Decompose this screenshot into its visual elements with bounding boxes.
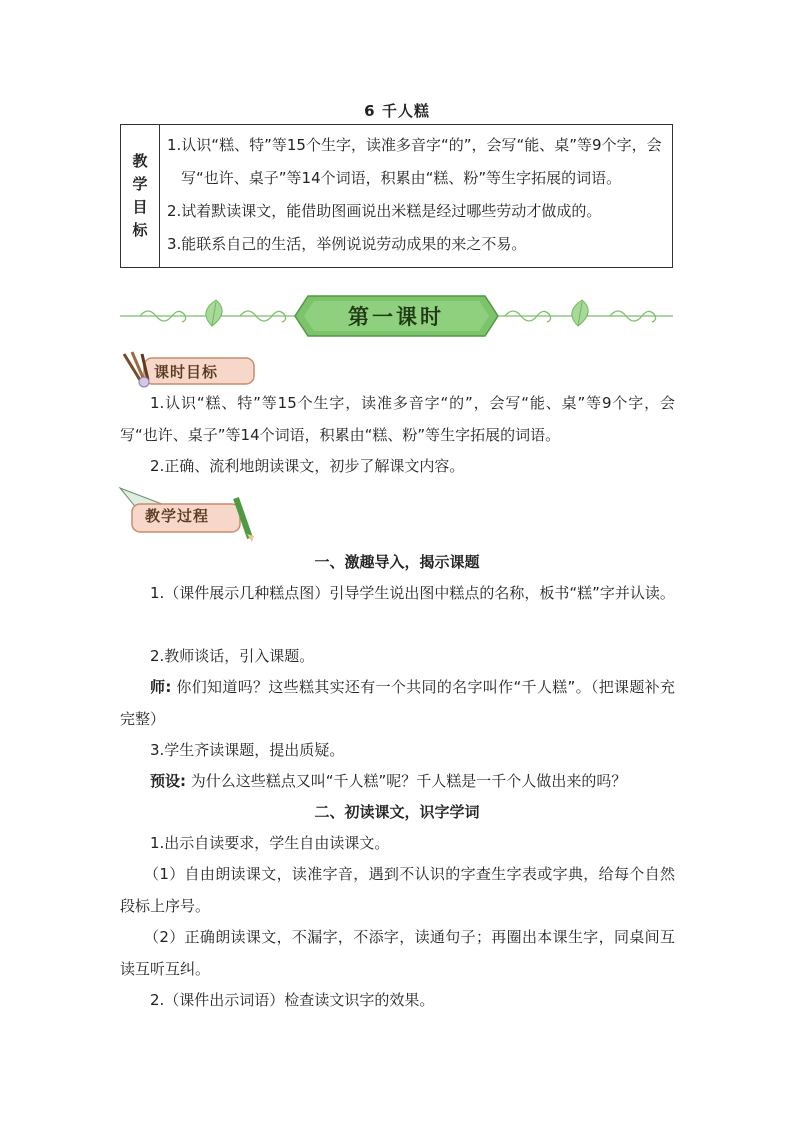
- label-char: 教: [132, 152, 148, 170]
- section-2-paragraph: 1.出示自读要求，学生自由读课文。: [150, 834, 390, 852]
- section-1-paragraph: 3.学生齐读课题，提出质疑。: [150, 741, 345, 759]
- lesson-banner: [120, 288, 673, 344]
- section-2-paragraph: 2.（课件出示词语）检查读文识字的效果。: [150, 991, 435, 1009]
- teaching-goals-body: [160, 125, 673, 268]
- section-2-heading: 二、初读课文，识字学词: [314, 803, 480, 821]
- teaching-goals-label: [121, 125, 160, 268]
- lesson-goal-2: 2.正确、流利地朗读课文，初步了解课文内容。: [150, 457, 465, 475]
- dialogue-text: 你们知道吗？这些糕其实还有一个共同的名字叫作“千人糕”。（把课题补充完整）: [120, 678, 675, 728]
- label-char: 学: [132, 175, 148, 193]
- section-1-dialogue-teacher: [120, 672, 675, 735]
- teaching-process-badge-label: 教学过程: [145, 507, 210, 525]
- brushes-icon: [124, 352, 149, 387]
- speaker-label: 预设:: [150, 772, 186, 790]
- label-char: 目: [132, 198, 148, 216]
- goal-item: 1.认识“糕、特”等15个生字，读准多音字“的”，会写“能、桌”等9个字，会写“也许、桌子”等14个词语，积累由“糕、粉”等生字拓展的词语。: [167, 136, 662, 187]
- section-1-dialogue-preset: [120, 766, 675, 798]
- section-1-paragraph: 1.（课件展示几种糕点图）引导学生说出图中糕点的名称，板书“糕”字并认读。: [150, 584, 675, 602]
- page-title: 6 千人糕: [364, 102, 430, 120]
- dialogue-text: 为什么这些糕点又叫“千人糕”呢？千人糕是一千个人做出来的吗？: [186, 772, 627, 790]
- lesson-goal-1: 1.认识“糕、特”等15个生字，读准多音字“的”，会写“能、桌”等9个字，会写“也许、桌子”等14个词语，积累由“糕、粉”等生字拓展的词语。: [120, 394, 675, 444]
- section-1-paragraph: 2.教师谈话，引入课题。: [150, 647, 315, 665]
- speaker-label: 师:: [150, 678, 172, 696]
- label-char: 标: [132, 221, 148, 239]
- section-1-heading: 一、激趣导入，揭示课题: [314, 553, 480, 571]
- section-2-paragraph: （2）正确朗读课文，不漏字，不添字，读通句子；再圈出本课生字，同桌间互读互听互纠。: [120, 928, 675, 978]
- goal-item: 2.试着默读课文，能借助图画说出米糕是经过哪些劳动才做成的。: [167, 202, 602, 220]
- goal-item: 3.能联系自己的生活，举例说说劳动成果的来之不易。: [167, 235, 527, 253]
- lesson-goal-badge-label: 课时目标: [154, 363, 219, 381]
- teaching-goals-table: [120, 124, 673, 268]
- banner-text: 第一课时: [348, 305, 444, 329]
- section-2-paragraph: （1）自由朗读课文，读准字音，遇到不认识的字查生字表或字典，给每个自然段标上序号。: [120, 865, 675, 915]
